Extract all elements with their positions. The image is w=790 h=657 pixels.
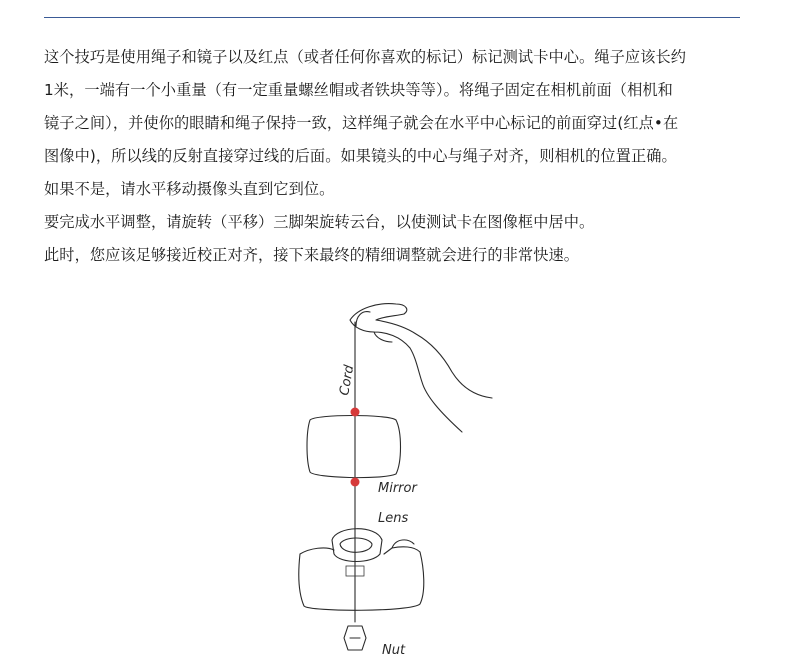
paragraph-line: 1米，一端有一个小重量（有一定重量螺丝帽或者铁块等等）。将绳子固定在相机前面（相机和 [44,81,673,99]
label-lens: Lens [378,511,409,526]
article-body [44,41,744,272]
camera-body-outline [299,540,424,610]
paragraph-line: 此时，您应该足够接近校正对齐，接下来最终的精细调整就会进行的非常快速。 [44,246,580,264]
label-mirror: Mirror [378,481,417,496]
mirror-outline [307,416,401,478]
header-divider [44,17,740,18]
paragraph-line: 如果不是，请水平移动摄像头直到它到位。 [44,180,335,198]
nut-outline [344,626,366,650]
sketch-drawing [292,292,510,657]
alignment-sketch [292,292,510,657]
red-dot-upper [351,408,360,417]
paragraph-line: 图像中)，所以线的反射直接穿过线的后面。如果镜头的中心与绳子对齐，则相机的位置正确。 [44,147,677,165]
label-nut: Nut [382,643,406,657]
paragraph-line: 要完成水平调整，请旋转（平移）三脚架旋转云台，以使测试卡在图像框中居中。 [44,213,595,231]
hand-outline [350,304,492,432]
red-dot-lower [351,478,360,487]
paragraph-line: 这个技巧是使用绳子和镜子以及红点（或者任何你喜欢的标记）标记测试卡中心。绳子应该长约 [44,48,687,66]
paragraph-line: 镜子之间），并使你的眼睛和绳子保持一致，这样绳子就会在水平中心标记的前面穿过(红点•在 [44,114,679,132]
lens-outline [332,529,382,562]
label-cord: Cord [337,363,358,397]
